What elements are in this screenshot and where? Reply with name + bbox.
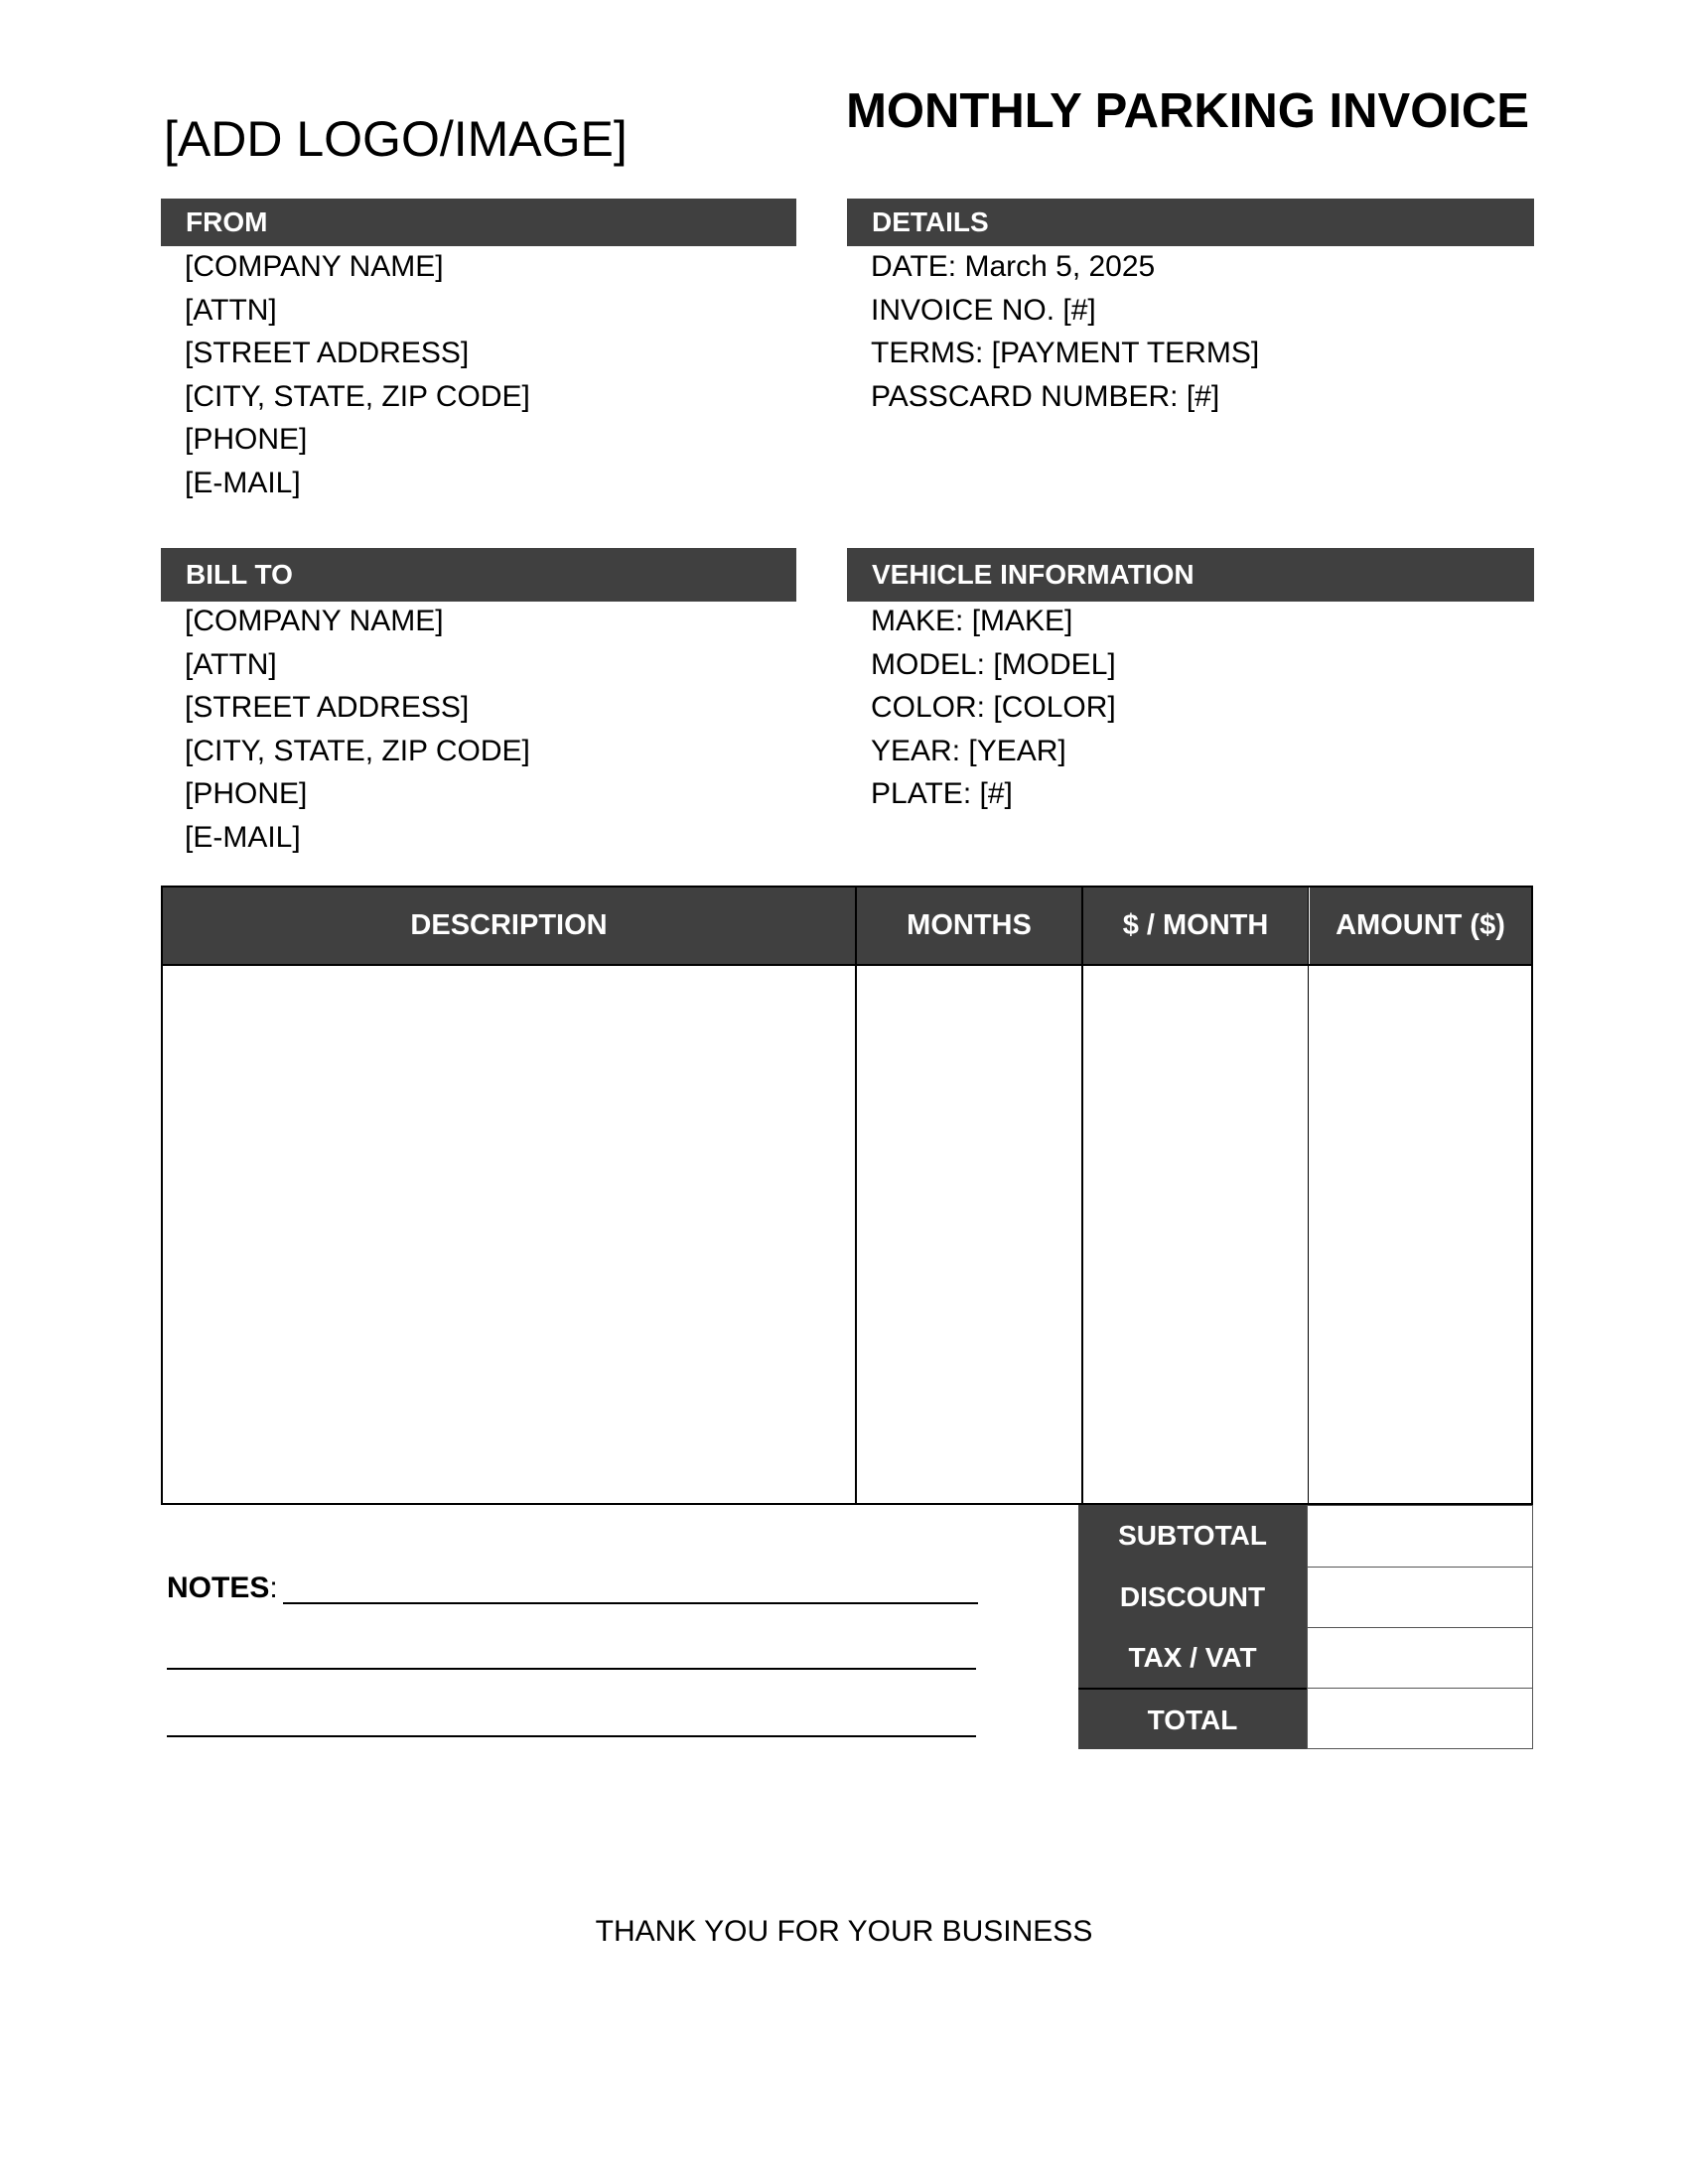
from-city-state-zip[interactable]: [CITY, STATE, ZIP CODE] (185, 379, 530, 413)
vehicle-plate[interactable]: PLATE: [#] (871, 777, 1013, 810)
from-address-block (185, 245, 530, 504)
vehicle-model[interactable]: MODEL: [MODEL] (871, 647, 1116, 681)
tax-vat-value-field[interactable] (1307, 1627, 1533, 1689)
vehicle-color[interactable]: COLOR: [COLOR] (871, 691, 1116, 724)
column-header-amount: AMOUNT ($) (1310, 887, 1531, 964)
total-value-field[interactable] (1307, 1688, 1533, 1749)
line-items-table (161, 886, 1533, 1505)
subtotal-label: SUBTOTAL (1078, 1505, 1307, 1567)
amount-cell[interactable] (1310, 966, 1531, 1503)
vehicle-year[interactable]: YEAR: [YEAR] (871, 734, 1066, 767)
notes-line[interactable] (283, 1602, 978, 1604)
bill-to-company-name[interactable]: [COMPANY NAME] (185, 605, 444, 637)
bill-to-attn[interactable]: [ATTN] (185, 647, 277, 681)
vehicle-info-section-header: VEHICLE INFORMATION (847, 548, 1534, 602)
bill-to-city-state-zip[interactable]: [CITY, STATE, ZIP CODE] (185, 734, 530, 767)
payment-terms[interactable]: TERMS: [PAYMENT TERMS] (871, 337, 1260, 369)
description-cell[interactable] (163, 966, 855, 1503)
bill-to-street-address[interactable]: [STREET ADDRESS] (185, 691, 470, 724)
bill-to-phone[interactable]: [PHONE] (185, 777, 308, 810)
notes-line[interactable] (167, 1735, 976, 1737)
invoice-date[interactable]: DATE: March 5, 2025 (871, 250, 1156, 283)
notes-label-colon: : (269, 1571, 278, 1604)
thank-you-message: THANK YOU FOR YOUR BUSINESS (595, 1915, 1093, 1948)
details-section-header: DETAILS (847, 199, 1534, 246)
from-email[interactable]: [E-MAIL] (185, 466, 301, 499)
rate-per-month-cell[interactable] (1083, 966, 1308, 1503)
from-street-address[interactable]: [STREET ADDRESS] (185, 337, 470, 369)
column-divider (1308, 887, 1309, 1503)
discount-value-field[interactable] (1307, 1567, 1533, 1628)
notes-label (167, 1570, 278, 1606)
details-block (871, 245, 1259, 418)
from-phone[interactable]: [PHONE] (185, 423, 308, 456)
bill-to-address-block (185, 600, 530, 859)
notes-line[interactable] (167, 1668, 976, 1670)
vehicle-info-block (871, 600, 1116, 816)
passcard-number[interactable]: PASSCARD NUMBER: [#] (871, 379, 1220, 413)
from-section-header: FROM (161, 199, 796, 246)
page-title: MONTHLY PARKING INVOICE (846, 84, 1529, 138)
bill-to-email[interactable]: [E-MAIL] (185, 820, 301, 854)
from-attn[interactable]: [ATTN] (185, 293, 277, 327)
from-company-name[interactable]: [COMPANY NAME] (185, 250, 444, 283)
column-header-rate-per-month: $ / MONTH (1083, 887, 1308, 964)
total-label: TOTAL (1078, 1688, 1307, 1749)
column-header-description: DESCRIPTION (163, 887, 855, 964)
column-header-months: MONTHS (857, 887, 1081, 964)
bill-to-section-header: BILL TO (161, 548, 796, 602)
subtotal-value-field[interactable] (1307, 1505, 1533, 1568)
tax-vat-label: TAX / VAT (1078, 1627, 1307, 1688)
months-cell[interactable] (857, 966, 1081, 1503)
notes-label-text: NOTES (167, 1571, 270, 1604)
discount-label: DISCOUNT (1078, 1567, 1307, 1627)
logo-placeholder[interactable]: [ADD LOGO/IMAGE] (164, 111, 628, 167)
invoice-number[interactable]: INVOICE NO. [#] (871, 293, 1096, 327)
vehicle-make[interactable]: MAKE: [MAKE] (871, 605, 1073, 637)
